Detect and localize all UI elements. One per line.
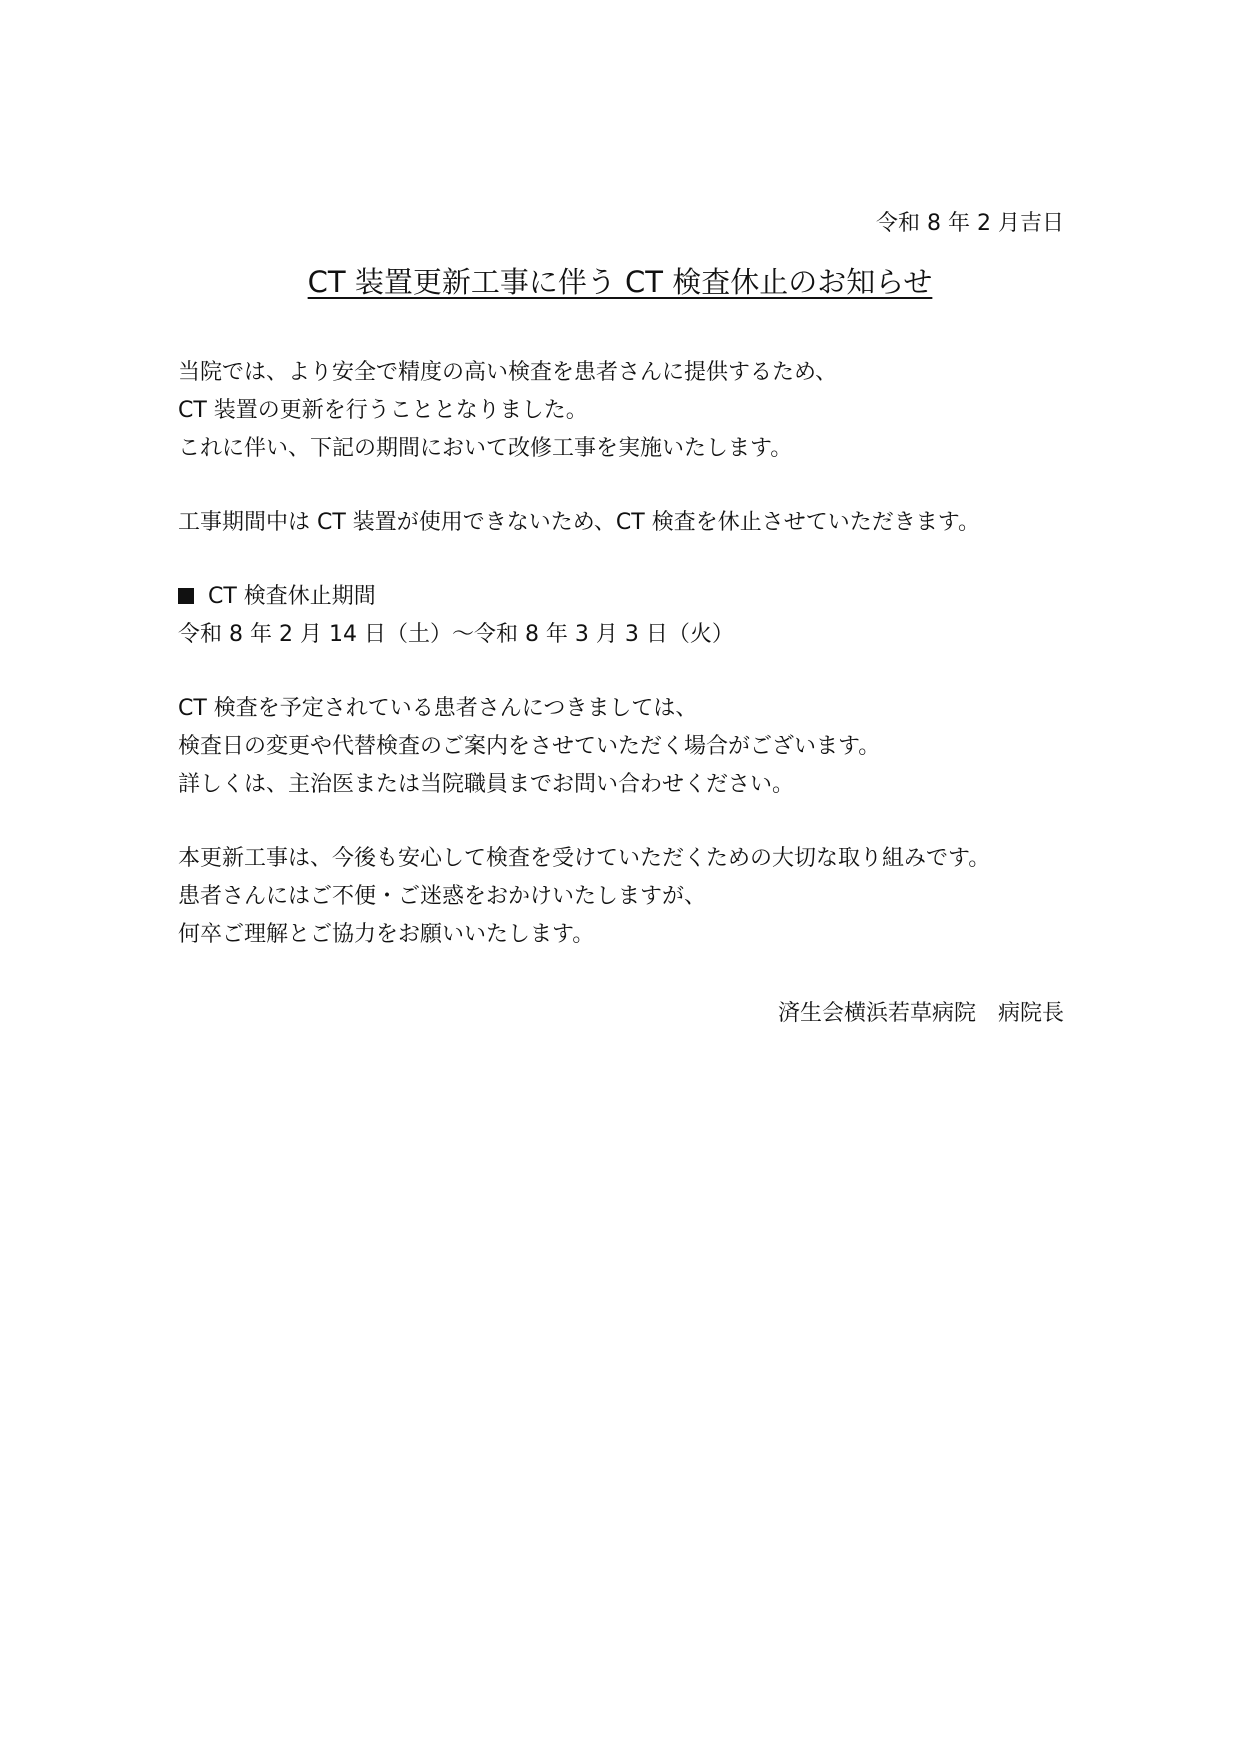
patients-line: 検査日の変更や代替検査のご案内をさせていただく場合がございます。: [178, 734, 881, 759]
intro-paragraph: [178, 354, 1078, 468]
closing-line: 本更新工事は、今後も安心して検査を受けていただくための大切な取り組みです。: [178, 846, 991, 871]
black-square-icon: [178, 588, 194, 604]
intro-line: これに伴い、下記の期間において改修工事を実施いたします。: [178, 436, 793, 461]
signature: 済生会横浜若草病院 病院長: [777, 1001, 1064, 1026]
notice-date: 令和 8 年 2 月吉日: [876, 211, 1064, 236]
intro-line: 当院では、より安全で精度の高い検査を患者さんに提供するため、: [178, 360, 838, 385]
patients-paragraph: [178, 690, 1078, 804]
intro-line: CT 装置の更新を行うこととなりました。: [178, 398, 588, 423]
period-section: [178, 578, 1078, 654]
period-heading-line: [178, 578, 1078, 616]
patients-line: CT 検査を予定されている患者さんにつきましては、: [178, 696, 698, 721]
suspension-paragraph: [178, 504, 1078, 542]
notice-body: [178, 354, 1078, 990]
period-heading: CT 検査休止期間: [208, 584, 376, 609]
closing-line: 何卒ご理解とご協力をお願いいたします。: [178, 922, 595, 947]
suspension-notice: 工事期間中は CT 装置が使用できないため、CT 検査を休止させていただきます。: [178, 510, 980, 535]
period-range: 令和 8 年 2 月 14 日（土）～令和 8 年 3 月 3 日（火）: [178, 622, 734, 647]
patients-line: 詳しくは、主治医または当院職員までお問い合わせください。: [178, 772, 795, 797]
notice-title-text: CT 装置更新工事に伴う CT 検査休止のお知らせ: [307, 265, 933, 299]
closing-line: 患者さんにはご不便・ご迷惑をおかけいたしますが、: [178, 884, 707, 909]
notice-title: [0, 262, 1240, 302]
closing-paragraph: [178, 840, 1078, 954]
